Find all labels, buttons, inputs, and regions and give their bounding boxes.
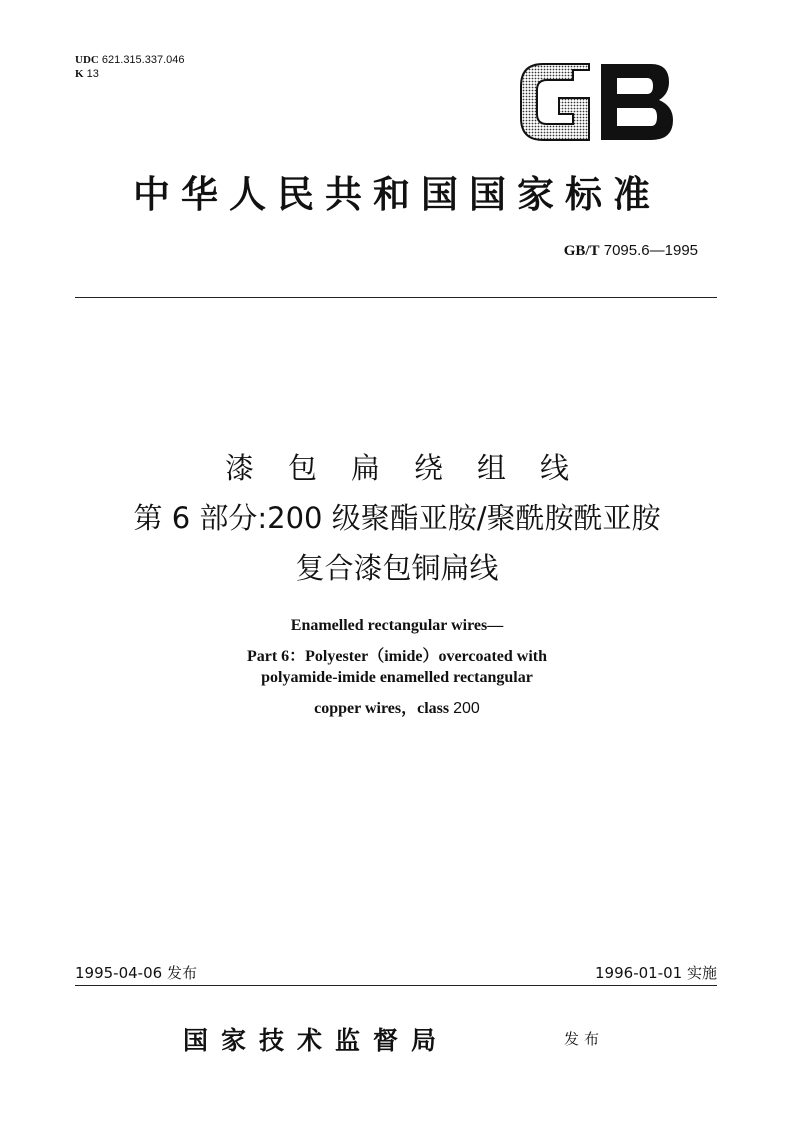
implementation-date-label: 实施	[686, 964, 717, 982]
classification-codes	[75, 53, 185, 81]
english-title-line-4	[0, 695, 794, 718]
standard-number	[564, 242, 698, 260]
class-line	[75, 67, 185, 81]
gb-logo	[519, 62, 675, 142]
top-divider	[75, 297, 717, 298]
class-value: 13	[86, 68, 99, 80]
standard-code: 7095.6—1995	[603, 242, 698, 259]
english-title-line-1: Enamelled rectangular wires—	[290, 617, 504, 634]
issue-date-label: 发布	[166, 964, 197, 982]
issue-date	[75, 962, 197, 983]
class-label: K	[75, 68, 84, 80]
gb-logo-b	[601, 64, 673, 140]
issue-date-value: 1995-04-06	[75, 964, 163, 982]
english-title-class-number: 200	[453, 700, 480, 717]
implementation-date	[595, 962, 717, 983]
country-standard-title: 中华人民共和国国家标准	[133, 172, 661, 216]
udc-line	[75, 53, 185, 67]
chinese-title-line-2: 第 6 部分:200 级聚酯亚胺/聚酰胺酰亚胺	[133, 501, 661, 535]
english-title-line-3: polyamide-imide enamelled rectangular	[261, 669, 533, 686]
udc-value: 621.315.337.046	[101, 54, 185, 66]
implementation-date-value: 1996-01-01	[595, 964, 683, 982]
chinese-title-line-1: 漆包扁绕组线	[224, 451, 603, 485]
chinese-title-line-3: 复合漆包铜扁线	[295, 551, 499, 585]
publish-label: 发布	[564, 1030, 605, 1048]
gb-logo-g	[521, 64, 589, 140]
english-title-line-4-text: copper wires，class	[314, 700, 450, 717]
udc-label: UDC	[75, 54, 99, 66]
publisher-name: 国家技术监督局	[183, 1026, 450, 1055]
bottom-divider	[75, 985, 717, 986]
english-title-line-2: Part 6：Polyester（imide）overcoated with	[246, 648, 548, 665]
standard-prefix: GB/T	[563, 243, 600, 259]
